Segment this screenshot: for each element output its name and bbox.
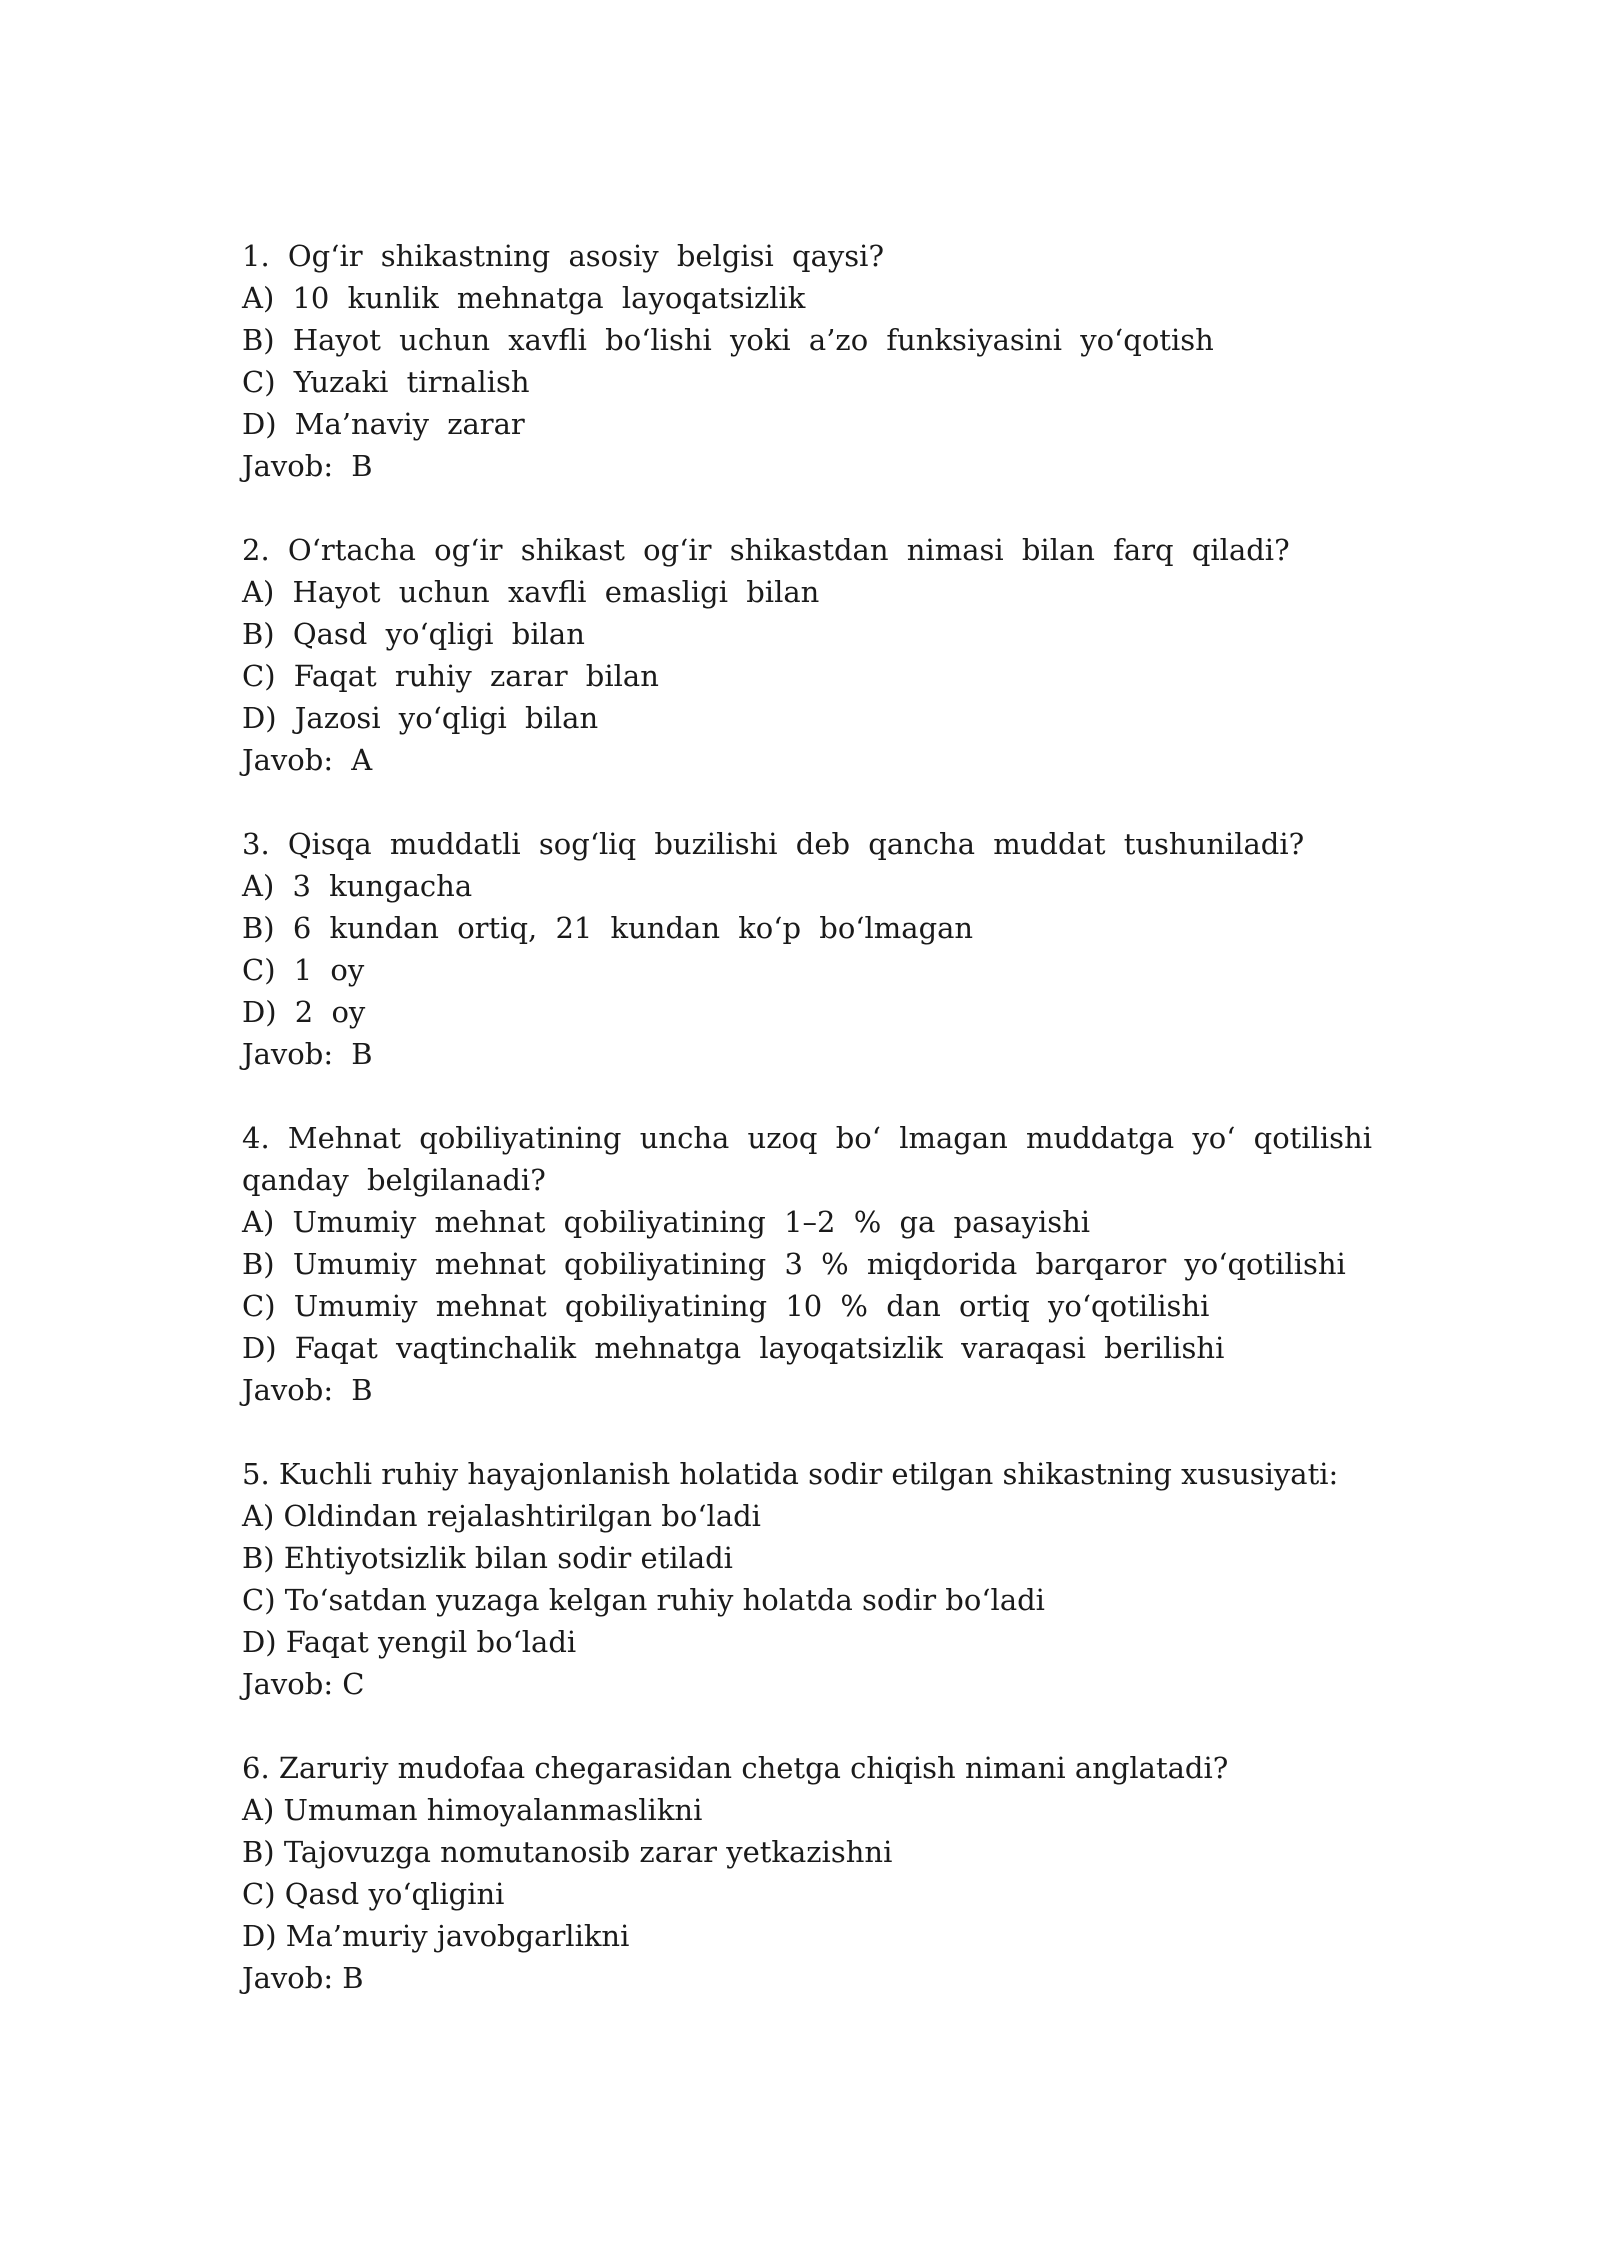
answer-option: C) Umumiy mehnat qobiliyatining 10 % dan ortiq yo‘qotilishi <box>242 1289 1210 1323</box>
answer-option: C) Yuzaki tirnalish <box>242 365 530 399</box>
answer-option: D) Ma’naviy zarar <box>242 407 525 441</box>
correct-answer: Javob: B <box>242 1961 364 1995</box>
answer-option: C) 1 oy <box>242 953 365 987</box>
document-page <box>242 235 1372 2041</box>
answer-option: A) 10 kunlik mehnatga layoqatsizlik <box>242 281 806 315</box>
correct-answer: Javob: C <box>242 1667 365 1701</box>
answer-option: C) Faqat ruhiy zarar bilan <box>242 659 659 693</box>
answer-option: D) Faqat vaqtinchalik mehnatga layoqatsizlik varaqasi berilishi <box>242 1331 1225 1365</box>
answer-option: A) Oldindan rejalashtirilgan bo‘ladi <box>242 1499 761 1533</box>
question-text: 3. Qisqa muddatli sog‘liq buzilishi deb qancha muddat tushuniladi? <box>242 827 1305 861</box>
answer-option: D) Ma’muriy javobgarlikni <box>242 1919 630 1953</box>
correct-answer: Javob: B <box>242 1373 373 1407</box>
answer-option: B) Ehtiyotsizlik bilan sodir etiladi <box>242 1541 733 1575</box>
question-block <box>242 1453 1372 1705</box>
answer-option: D) Faqat yengil bo‘ladi <box>242 1625 577 1659</box>
answer-option: B) Tajovuzga nomutanosib zarar yetkazishni <box>242 1835 893 1869</box>
question-text: 4. Mehnat qobiliyatining uncha uzoq bo‘ lmagan muddatga yo‘ qotilishi qanday belgilanadi? <box>242 1121 1372 1197</box>
question-text: 6. Zaruriy mudofaa chegarasidan chetga chiqish nimani anglatadi? <box>242 1751 1229 1785</box>
question-block <box>242 235 1372 487</box>
answer-option: B) Umumiy mehnat qobiliyatining 3 % miqdorida barqaror yo‘qotilishi <box>242 1247 1346 1281</box>
answer-option: A) Umuman himoyalanmaslikni <box>242 1793 703 1827</box>
answer-option: B) Hayot uchun xavfli bo‘lishi yoki a’zo funksiyasini yo‘qotish <box>242 323 1214 357</box>
question-text: 1. Og‘ir shikastning asosiy belgisi qaysi? <box>242 239 884 273</box>
answer-option: A) 3 kungacha <box>242 869 473 903</box>
question-block <box>242 823 1372 1075</box>
question-text: 2. O‘rtacha og‘ir shikast og‘ir shikastdan nimasi bilan farq qiladi? <box>242 533 1290 567</box>
answer-option: D) 2 oy <box>242 995 366 1029</box>
correct-answer: Javob: B <box>242 1037 373 1071</box>
correct-answer: Javob: A <box>242 743 373 777</box>
question-block <box>242 1117 1372 1411</box>
question-text: 5. Kuchli ruhiy hayajonlanish holatida sodir etilgan shikastning xususiyati: <box>242 1457 1339 1491</box>
answer-option: C) To‘satdan yuzaga kelgan ruhiy holatda sodir bo‘ladi <box>242 1583 1045 1617</box>
answer-option: A) Hayot uchun xavfli emasligi bilan <box>242 575 820 609</box>
answer-option: A) Umumiy mehnat qobiliyatining 1–2 % ga pasayishi <box>242 1205 1091 1239</box>
answer-option: B) Qasd yo‘qligi bilan <box>242 617 585 651</box>
answer-option: C) Qasd yo‘qligini <box>242 1877 505 1911</box>
question-block <box>242 1747 1372 1999</box>
answer-option: B) 6 kundan ortiq, 21 kundan ko‘p bo‘lmagan <box>242 911 974 945</box>
question-block <box>242 529 1372 781</box>
answer-option: D) Jazosi yo‘qligi bilan <box>242 701 599 735</box>
correct-answer: Javob: B <box>242 449 373 483</box>
